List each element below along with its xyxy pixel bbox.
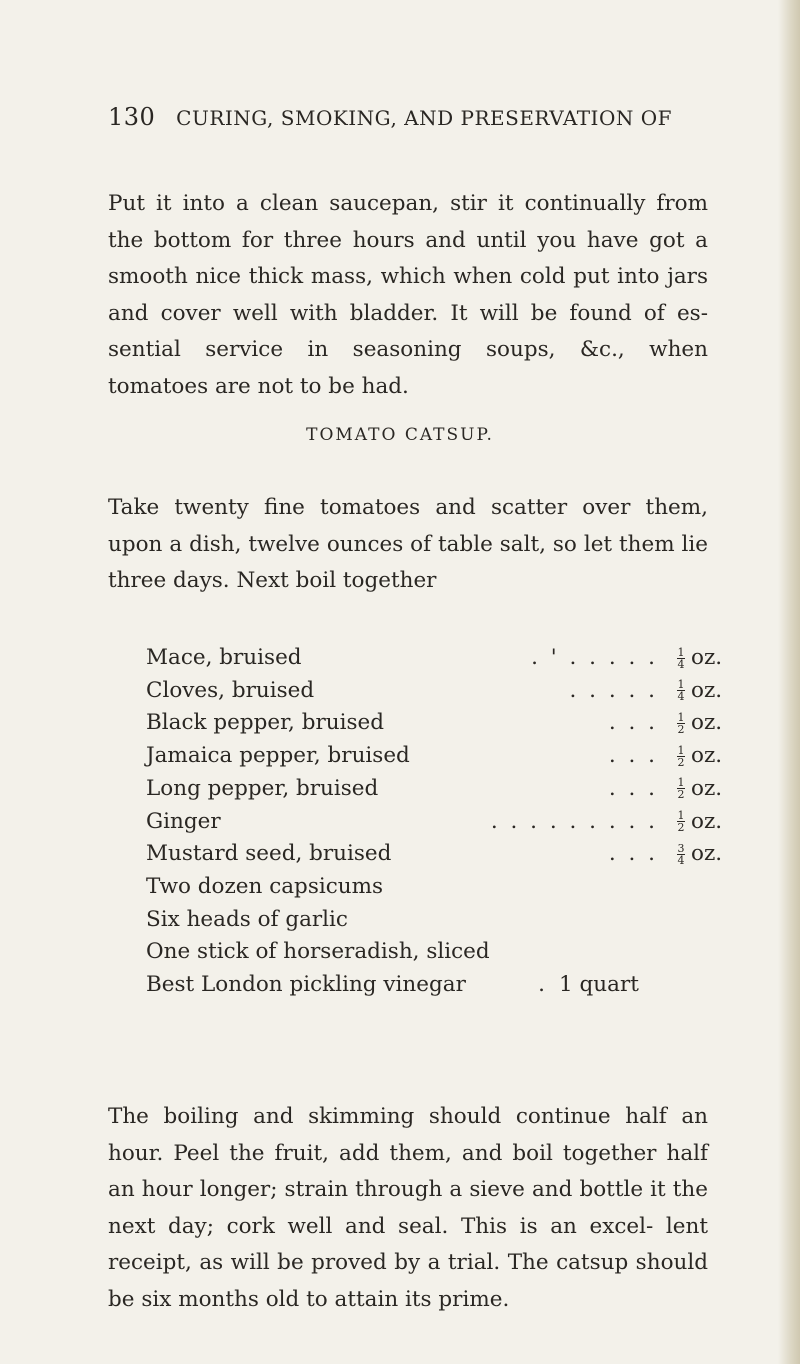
ingredient-row xyxy=(146,805,723,838)
fraction xyxy=(677,745,685,768)
ingredient-row xyxy=(146,641,723,674)
ingredient-name: Cloves, bruised xyxy=(146,677,315,703)
fraction-numerator: 1 xyxy=(677,776,685,790)
ingredient-row xyxy=(146,968,706,1001)
ingredient-row xyxy=(146,706,723,739)
fraction xyxy=(677,777,685,800)
fraction-denominator: 2 xyxy=(677,722,685,736)
ingredient-row xyxy=(146,837,723,870)
leader-dots: . ' . . . . . xyxy=(531,645,658,670)
leader-dots: . . . xyxy=(608,710,658,736)
intro-paragraph: Put it into a clean saucepan, stir it continually from the bottom for three hours and until you have got a smooth nice thick mass, which when cold put into jars and cover well with bladder. It will be found of es- sential service in seasoning soups, &c., when tomatoes are not to be had. xyxy=(108,191,708,399)
ingredient-amount: 1 quart xyxy=(559,972,639,997)
fraction xyxy=(677,810,685,833)
fraction xyxy=(677,679,685,702)
leader-dots: . . . xyxy=(608,775,658,801)
fraction-denominator: 4 xyxy=(677,690,685,704)
fraction-numerator: 1 xyxy=(677,710,685,724)
ingredient-name: Jamaica pepper, bruised xyxy=(146,743,410,769)
ingredient-amount xyxy=(677,837,722,870)
leader-dots: . . . xyxy=(608,743,658,769)
unit: oz. xyxy=(691,645,723,670)
unit: oz. xyxy=(691,841,723,867)
unit: oz. xyxy=(691,775,723,801)
page-number: 130 xyxy=(108,103,156,131)
fraction-numerator: 1 xyxy=(677,678,685,692)
unit: oz. xyxy=(691,808,723,834)
ingredient-amount xyxy=(677,641,722,674)
ingredient-name: Ginger xyxy=(146,808,221,834)
leader-dots: . . . . . . . . . xyxy=(490,808,658,834)
ingredient-row xyxy=(146,903,706,936)
ingredient-name: Black pepper, bruised xyxy=(146,710,385,736)
ingredient-amount xyxy=(677,739,722,772)
ingredient-name: Mace, bruised xyxy=(146,645,302,670)
fraction-denominator: 2 xyxy=(677,821,685,834)
leader-dots: . . . xyxy=(608,841,658,867)
ingredient-name: Six heads of garlic xyxy=(146,906,348,932)
fraction-denominator: 4 xyxy=(677,853,685,867)
running-title: CURING, SMOKING, AND PRESERVATION OF xyxy=(176,106,672,130)
ingredient-row xyxy=(146,870,706,903)
fraction-numerator: 1 xyxy=(677,645,685,659)
running-header xyxy=(108,103,672,131)
method-paragraph: Take twenty fine tomatoes and scatter over them, upon a dish, twelve ounces of table salt, so let them lie three days. Next boil together xyxy=(108,495,708,593)
unit: oz. xyxy=(691,677,723,703)
ingredient-amount xyxy=(677,674,722,707)
ingredient-row xyxy=(146,772,723,805)
leader-dots: . xyxy=(538,972,548,997)
ingredient-row xyxy=(146,739,723,772)
fraction-numerator: 3 xyxy=(677,841,685,855)
unit: oz. xyxy=(691,743,723,769)
fraction xyxy=(677,712,685,735)
fraction-numerator: 1 xyxy=(677,743,685,757)
ingredient-row xyxy=(146,674,723,707)
fraction-denominator: 4 xyxy=(677,657,685,671)
section-title: TOMATO CATSUP. xyxy=(306,425,494,445)
ingredient-name: One stick of horseradish, sliced xyxy=(146,939,490,965)
fraction xyxy=(677,843,685,866)
ingredient-name: Best London pickling vinegar xyxy=(146,972,466,997)
ingredient-name: Two dozen capsicums xyxy=(146,873,384,899)
ingredient-row xyxy=(146,935,706,968)
closing-paragraph: The boiling and skimming should continue half an hour. Peel the fruit, add them, and boil together half an hour longer; strain through a sieve and bottle it the next day; cork well and seal. This is an excel- lent receipt, as will be proved by a trial. The catsup should be six months old to attain its prime. xyxy=(108,1104,708,1312)
ingredient-amount xyxy=(677,805,722,838)
ingredient-name: Long pepper, bruised xyxy=(146,775,379,801)
ingredient-amount xyxy=(677,772,722,805)
ingredient-amount xyxy=(677,706,722,739)
ingredient-name: Mustard seed, bruised xyxy=(146,841,392,867)
fraction xyxy=(677,647,685,670)
unit: oz. xyxy=(691,710,723,736)
page-edge-shadow xyxy=(778,0,800,1364)
fraction-denominator: 2 xyxy=(677,755,685,769)
leader-dots: . . . . . xyxy=(569,677,658,703)
fraction-numerator: 1 xyxy=(677,809,685,822)
fraction-denominator: 2 xyxy=(677,788,685,802)
